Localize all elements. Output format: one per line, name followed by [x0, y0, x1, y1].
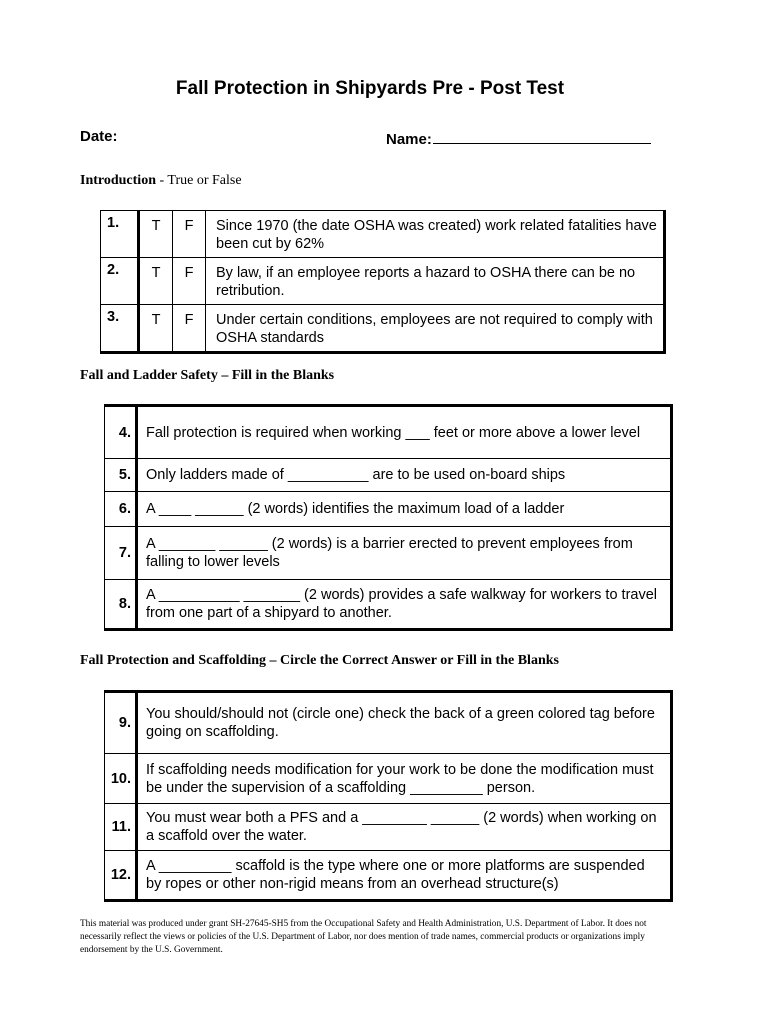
table-row	[101, 258, 665, 305]
table-row	[101, 211, 665, 258]
false-option[interactable]: F	[173, 258, 206, 305]
table-row	[105, 804, 672, 851]
question-text: A ____ ______ (2 words) identifies the maximum load of a ladder	[137, 492, 672, 527]
section-heading-intro-rest: - True or False	[155, 173, 242, 188]
name-field-group	[386, 128, 651, 148]
section-heading-ladder	[80, 368, 334, 384]
section-heading-intro	[80, 173, 242, 189]
table-row	[105, 580, 672, 630]
table-row	[105, 851, 672, 901]
question-text: Under certain conditions, employees are not required to comply with OSHA standards	[206, 305, 665, 353]
question-number: 12.	[105, 851, 137, 901]
name-label: Name:	[386, 131, 432, 148]
question-number: 1.	[101, 211, 139, 258]
date-label: Date:	[80, 128, 118, 145]
question-number: 11.	[105, 804, 137, 851]
question-number: 10.	[105, 754, 137, 804]
table-row	[101, 305, 665, 353]
question-text: Only ladders made of __________ are to be used on-board ships	[137, 459, 672, 492]
table-row	[105, 406, 672, 459]
true-option[interactable]: T	[139, 211, 173, 258]
question-text: If scaffolding needs modification for your work to be done the modification must be under the supervision of a scaffolding _________ person.	[137, 754, 672, 804]
scaffolding-table	[104, 690, 673, 902]
question-text: A _________ scaffold is the type where one or more platforms are suspended by ropes or other non-rigid means from an overhead structure(s)	[137, 851, 672, 901]
question-number: 7.	[105, 527, 137, 580]
question-text: A __________ _______ (2 words) provides a safe walkway for workers to travel from one part of a shipyard to another.	[137, 580, 672, 630]
table-row	[105, 459, 672, 492]
question-number: 6.	[105, 492, 137, 527]
table-row	[105, 754, 672, 804]
true-option[interactable]: T	[139, 258, 173, 305]
section-heading-ladder-text: Fall and Ladder Safety – Fill in the Blanks	[80, 368, 335, 383]
name-blank-line[interactable]	[433, 128, 651, 144]
question-text: You should/should not (circle one) check the back of a green colored tag before going on scaffolding.	[137, 692, 672, 754]
question-number: 3.	[101, 305, 139, 353]
question-number: 2.	[101, 258, 139, 305]
footer-disclaimer: This material was produced under grant SH-27645-SH5 from the Occupational Safety and Health Administration, U.S. Department of Labor. It does not necessarily reflect the views or policies of the U.S. Department of Labor, nor does mention of trade names, commercial products or organizations imply endorsement by the U.S. Government.	[80, 919, 647, 955]
page-title: Fall Protection in Shipyards Pre - Post Test	[175, 78, 565, 99]
question-number: 4.	[105, 406, 137, 459]
true-option[interactable]: T	[139, 305, 173, 353]
false-option[interactable]: F	[173, 305, 206, 353]
question-text: By law, if an employee reports a hazard to OSHA there can be no retribution.	[206, 258, 665, 305]
question-text: Fall protection is required when working ___ feet or more above a lower level	[137, 406, 672, 459]
question-number: 8.	[105, 580, 137, 630]
table-row	[105, 692, 672, 754]
section-heading-intro-bold: Introduction	[80, 173, 156, 188]
section-heading-scaffolding	[80, 653, 559, 669]
table-row	[105, 527, 672, 580]
section-heading-scaffolding-text: Fall Protection and Scaffolding – Circle the Correct Answer or Fill in the Blanks	[80, 653, 559, 668]
false-option[interactable]: F	[173, 211, 206, 258]
question-text: You must wear both a PFS and a ________ ______ (2 words) when working on a scaffold over the water.	[137, 804, 672, 851]
true-false-table	[100, 210, 666, 354]
question-text: A _______ ______ (2 words) is a barrier erected to prevent employees from falling to lower levels	[137, 527, 672, 580]
question-text: Since 1970 (the date OSHA was created) work related fatalities have been cut by 62%	[206, 211, 665, 258]
question-number: 9.	[105, 692, 137, 754]
question-number: 5.	[105, 459, 137, 492]
fill-in-blanks-table	[104, 404, 673, 631]
table-row	[105, 492, 672, 527]
